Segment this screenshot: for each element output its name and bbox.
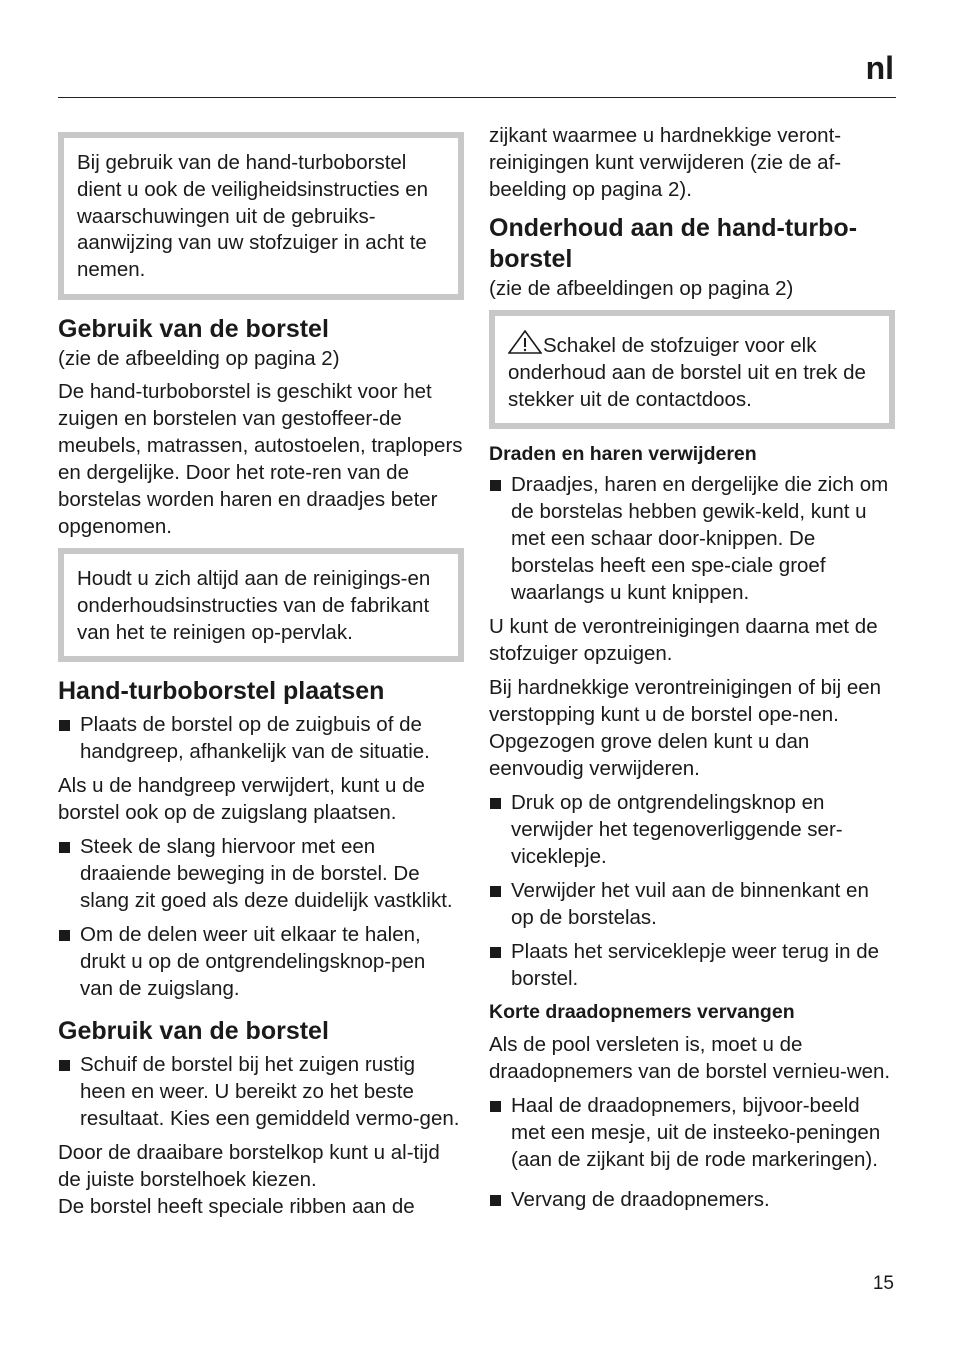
page-number: 15: [872, 1273, 894, 1294]
bullet-square-icon: [490, 798, 501, 809]
list-item: Verwijder het vuil aan de binnenkant en op de borstelas.: [489, 877, 895, 931]
bullet-list: [58, 711, 464, 765]
bullet-square-icon: [490, 1101, 501, 1112]
warning-box: [489, 310, 895, 429]
language-code: nl: [865, 50, 894, 86]
figure-reference: (zie de afbeelding op pagina 2): [58, 346, 340, 370]
bullet-square-icon: [490, 1195, 501, 1206]
subsection-title-replace-thread-pickers: Korte draadopnemers vervangen: [489, 1001, 795, 1024]
header-rule: [58, 97, 896, 98]
section-title-attach-brush: Hand-turboborstel plaatsen: [58, 677, 385, 706]
list-item: Haal de draadopnemers, bijvoor-beeld met een mesje, uit de insteeko-peningen (aan de zijkant bij de rode markeringen).: [489, 1092, 895, 1173]
warning-text: Schakel de stofzuiger voor elk onderhoud aan de borstel uit en trek de stekker uit de contactdoos.: [508, 330, 877, 413]
paragraph: Als u de handgreep verwijdert, kunt u de borstel ook op de zuigslang plaatsen.: [58, 774, 425, 825]
list-item: Steek de slang hiervoor met een draaiende beweging in de borstel. De slang zit goed als deze duidelijk vastklikt.: [58, 833, 464, 914]
bullet-list: [489, 1092, 895, 1173]
list-item: Vervang de draadopnemers.: [489, 1186, 895, 1213]
subsection-title-threads-hair: Draden en haren verwijderen: [489, 443, 757, 466]
bullet-square-icon: [59, 930, 70, 941]
bullet-list: [58, 1051, 464, 1132]
bullet-square-icon: [490, 480, 501, 491]
paragraph: De hand-turboborstel is geschikt voor het zuigen en borstelen van gestoffeer-de meubels, matrassen, autostoelen, traplopers en dergelijke. Door het rote-ren van de borstelas worden haren en draadjes beter opgenomen.: [58, 379, 463, 538]
list-item: Druk op de ontgrendelingsknop en verwijder het tegenoverliggende ser-viceklepje.: [489, 789, 895, 870]
paragraph: Als de pool versleten is, moet u de draadopnemers van de borstel vernieu-wen.: [489, 1033, 891, 1084]
paragraph: De borstel heeft speciale ribben aan de: [58, 1195, 415, 1219]
bullet-square-icon: [490, 886, 501, 897]
bullet-list: [58, 833, 464, 1002]
bullet-square-icon: [59, 842, 70, 853]
figure-reference: (zie de afbeeldingen op pagina 2): [489, 277, 794, 300]
bullet-square-icon: [490, 947, 501, 958]
list-item: Schuif de borstel bij het zuigen rustig heen en weer. U bereikt zo het beste resultaat. Kies een gemiddeld vermo-gen.: [58, 1051, 464, 1132]
section-title-brush-use-2: Gebruik van de borstel: [58, 1017, 329, 1046]
bullet-list: [489, 471, 895, 606]
list-item: Om de delen weer uit elkaar te halen, drukt u op de ontgrendelingsknop-pen van de zuigslang.: [58, 921, 464, 1002]
section-title-maintenance: Onderhoud aan de hand-turbo-borstel: [489, 214, 858, 273]
warning-triangle-icon: [508, 330, 542, 354]
notice-text: Bij gebruik van de hand-turboborstel dient u ook de veiligheidsinstructies en waarschuwingen uit de gebruiks-aanwijzing van uw stofzuiger in acht te nemen.: [77, 151, 428, 282]
right-column: [489, 122, 895, 1220]
bullet-square-icon: [59, 720, 70, 731]
paragraph: Door de draaibare borstelkop kunt u al-tijd de juiste borstelhoek kiezen.: [58, 1141, 440, 1192]
bullet-list: [489, 789, 895, 992]
paragraph-continued: zijkant waarmee u hardnekkige veront-reinigingen kunt verwijderen (zie de af-beelding op pagina 2).: [489, 124, 842, 201]
notice-text: Houdt u zich altijd aan de reinigings-en onderhoudsinstructies van de fabrikant van het te reinigen op-pervlak.: [77, 566, 431, 644]
bullet-square-icon: [59, 1060, 70, 1071]
bullet-list: [489, 1186, 895, 1213]
cleaning-notice-box: [58, 548, 464, 662]
paragraph: U kunt de verontreinigingen daarna met de stofzuiger opzuigen.: [489, 615, 878, 666]
section-title-brush-use: Gebruik van de borstel: [58, 314, 329, 343]
list-item: Plaats het serviceklepje weer terug in de borstel.: [489, 938, 895, 992]
list-item: Plaats de borstel op de zuigbuis of de handgreep, afhankelijk van de situatie.: [58, 711, 464, 765]
left-column: [58, 122, 464, 1220]
list-item: Draadjes, haren en dergelijke die zich om de borstelas hebben gewik-keld, kunt u met een schaar door-knippen. De borstelas heeft een spe-ciale groef waarlangs u kunt knippen.: [489, 471, 895, 606]
paragraph: Bij hardnekkige verontreinigingen of bij een verstopping kunt u de borstel ope-nen. Opgezogen grove delen kunt u dan eenvoudig verwijderen.: [489, 676, 882, 781]
safety-notice-box: [58, 132, 464, 300]
